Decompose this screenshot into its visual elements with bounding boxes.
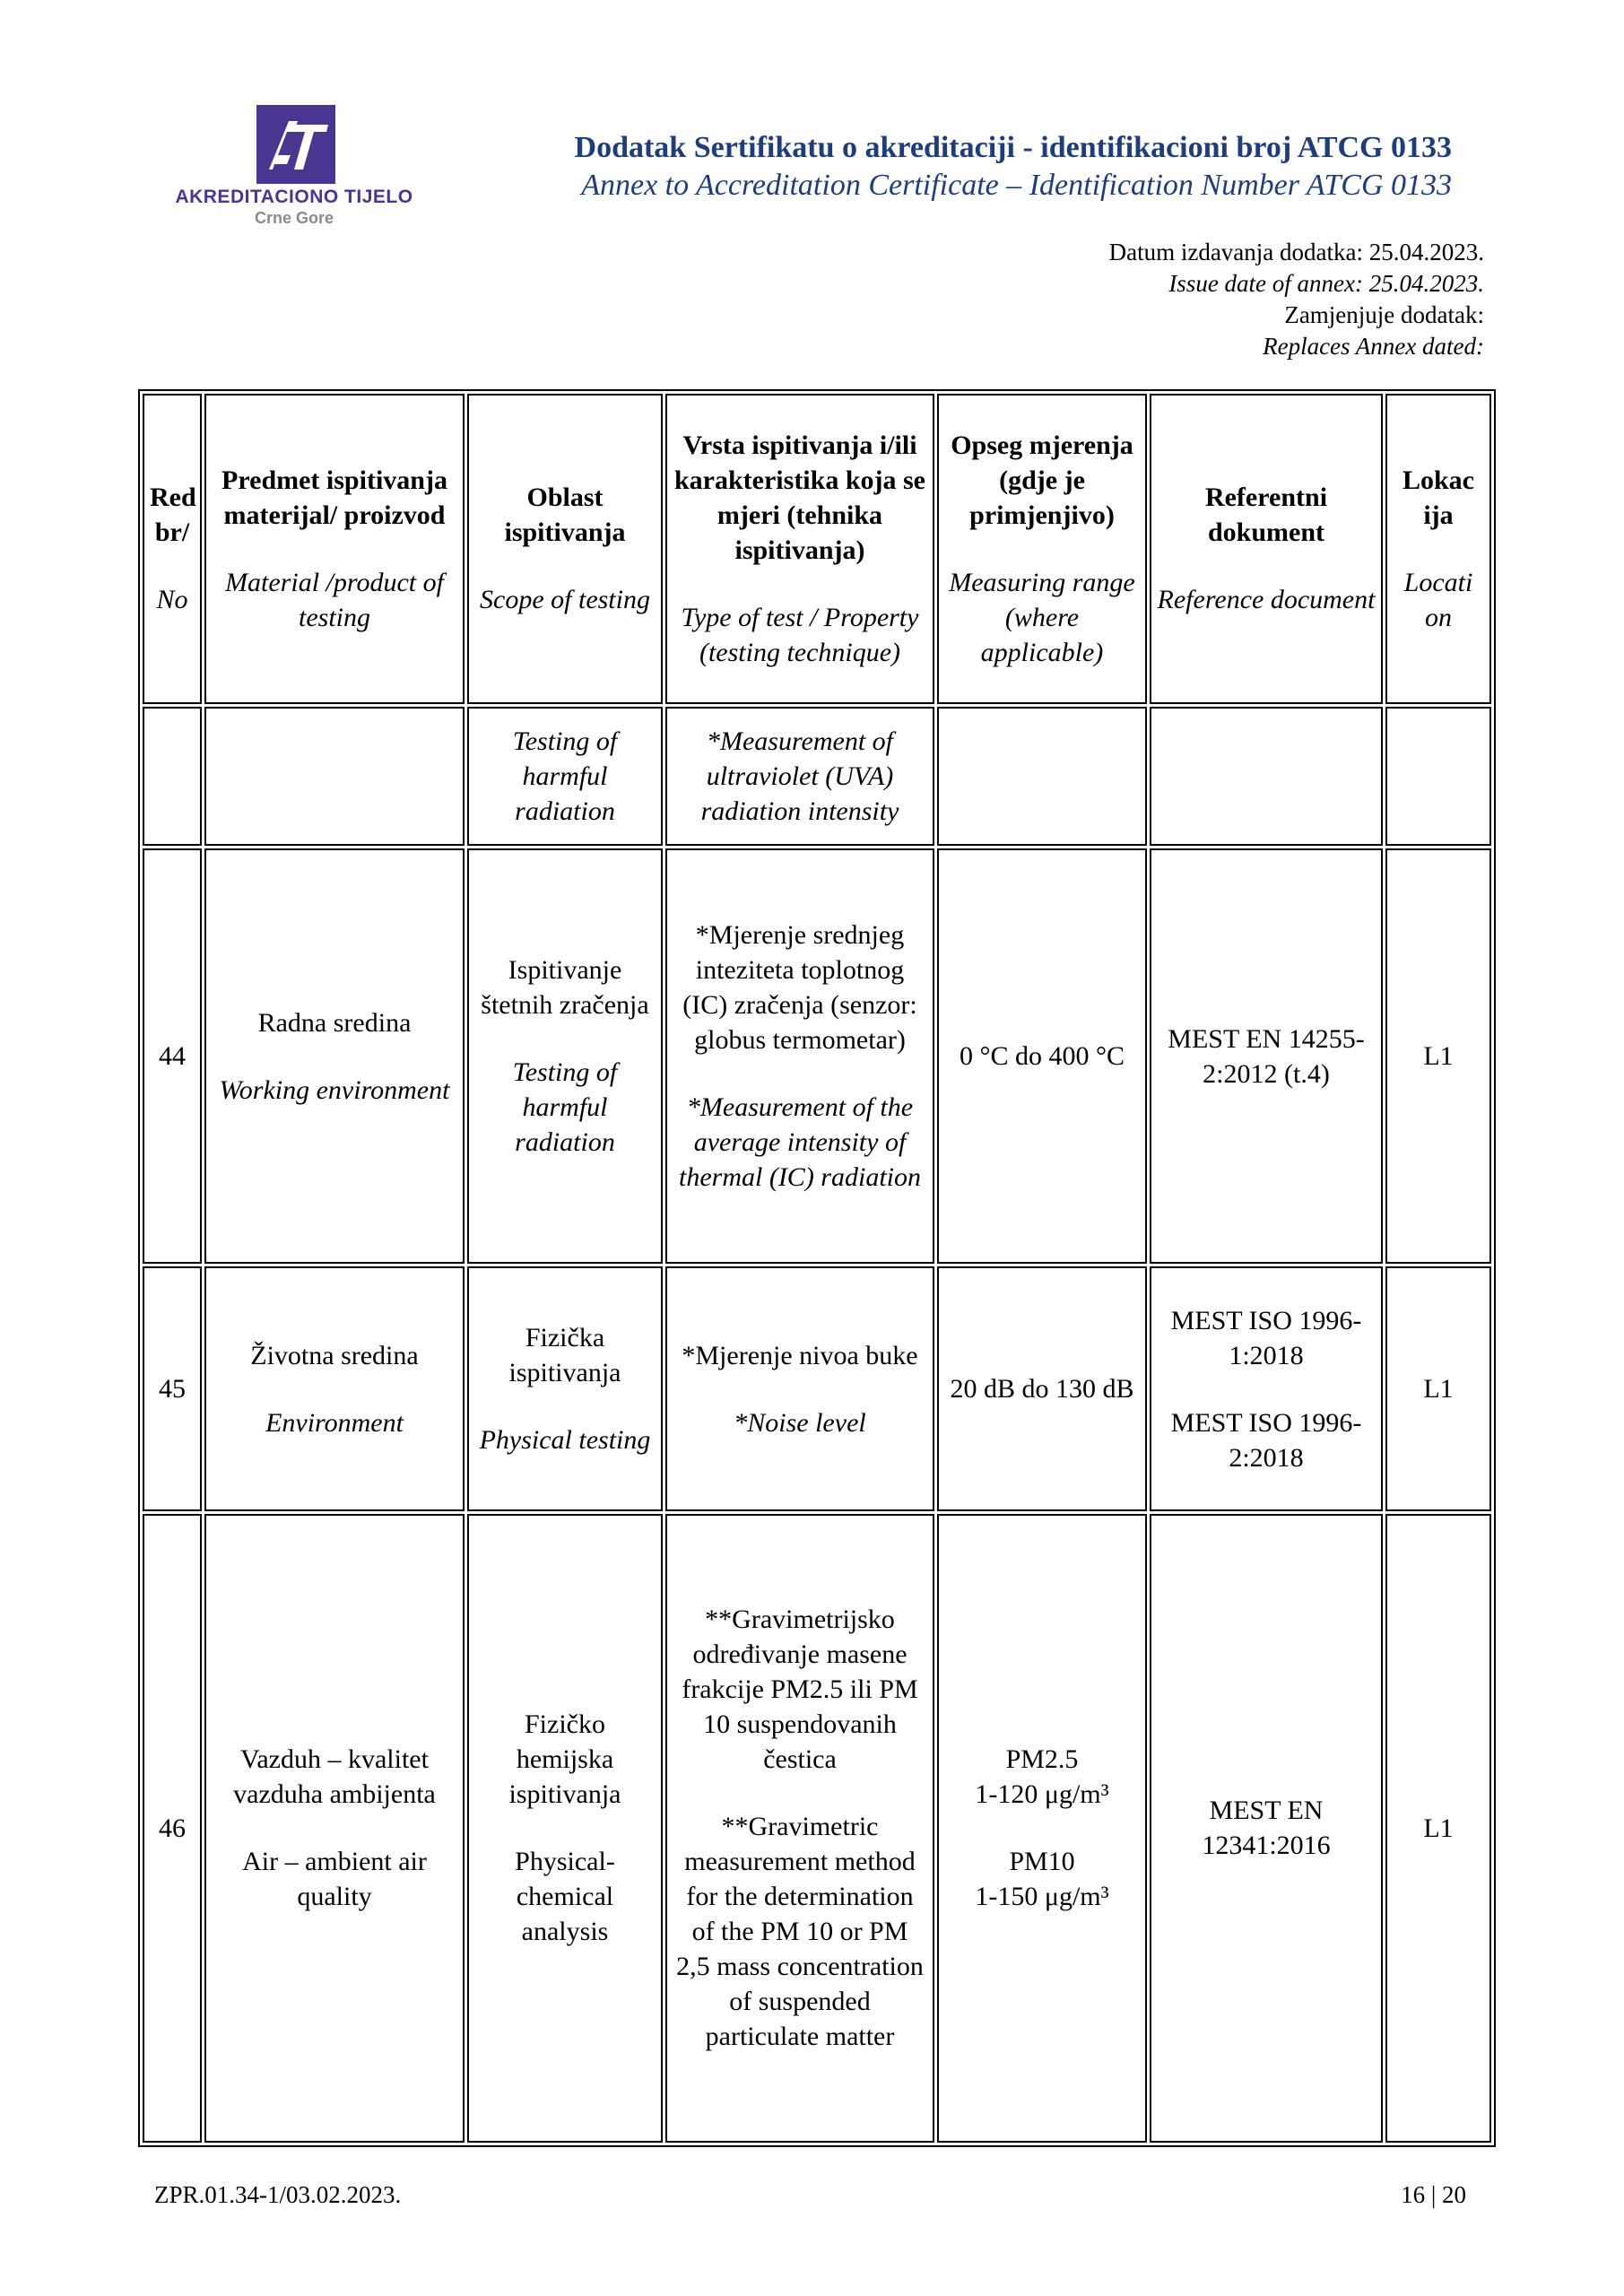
table-row bbox=[143, 1266, 1491, 1510]
row-material: Životna sredina Environment bbox=[204, 1266, 465, 1510]
accreditation-table bbox=[138, 389, 1496, 2147]
header-reference: Referentni dokument Reference document bbox=[1150, 394, 1383, 704]
document-title-en: Annex to Accreditation Certificate – Identification Number ATCG 0133 bbox=[581, 169, 1452, 202]
row-location: L1 bbox=[1385, 1266, 1491, 1510]
row-scope: Ispitivanje štetnih zračenja Testing of harmful radiation bbox=[467, 848, 663, 1265]
row-range: PM2.5 1-120 μg/m³ PM10 1-150 μg/m³ bbox=[937, 1514, 1147, 2143]
replaces-annex: Zamjenjuje dodatak: bbox=[1284, 301, 1484, 328]
row-reference: MEST EN 14255-2:2012 (t.4) bbox=[1150, 848, 1383, 1265]
logo-at-icon bbox=[256, 105, 335, 184]
row-no: 46 bbox=[143, 1514, 202, 2143]
issue-date-en: Issue date of annex: 25.04.2023. bbox=[1168, 270, 1484, 297]
row-material: Vazduh – kvalitet vazduha ambijenta Air – ambient air quality bbox=[204, 1514, 465, 2143]
header-location: Lokac ija Locati on bbox=[1385, 394, 1491, 704]
row-scope: Fizička ispitivanja Physical testing bbox=[467, 1266, 663, 1510]
header-scope: Oblast ispitivanja Scope of testing bbox=[467, 394, 663, 704]
row-range: 20 dB do 130 dB bbox=[937, 1266, 1147, 1510]
row-location: L1 bbox=[1385, 848, 1491, 1265]
logo-name: AKREDITACIONO TIJELO bbox=[175, 187, 413, 207]
table-row bbox=[143, 707, 1491, 846]
row-no: 44 bbox=[143, 848, 202, 1265]
row-material: Radna sredina Working environment bbox=[204, 848, 465, 1265]
page-number: 16 | 20 bbox=[1401, 2181, 1466, 2208]
table-header-row bbox=[143, 394, 1491, 704]
issue-meta bbox=[1109, 237, 1484, 362]
row-range: 0 °C do 400 °C bbox=[937, 848, 1147, 1265]
footer-doc-code: ZPR.01.34-1/03.02.2023. bbox=[154, 2181, 402, 2208]
document-title: Dodatak Sertifikatu o akreditaciji - identifikacioni broj ATCG 0133 bbox=[574, 131, 1452, 164]
continuation-type: *Measurement of ultraviolet (UVA) radiation intensity bbox=[665, 707, 934, 846]
table-row bbox=[143, 848, 1491, 1265]
header-type: Vrsta ispitivanja i/ili karakteristika koja se mjeri (tehnika ispitivanja) Type of test / Property (testing technique) bbox=[665, 394, 934, 704]
row-scope: Fizičko hemijska ispitivanja Physical-chemical analysis bbox=[467, 1514, 663, 2143]
header-material: Predmet ispitivanja materijal/ proizvod Material /product of testing bbox=[204, 394, 465, 704]
table-row bbox=[143, 1514, 1491, 2143]
issue-date: Datum izdavanja dodatka: 25.04.2023. bbox=[1108, 239, 1484, 265]
logo bbox=[160, 100, 429, 235]
row-location: L1 bbox=[1385, 1514, 1491, 2143]
row-type: **Gravimetrijsko određivanje masene frakcije PM2.5 ili PM 10 suspendovanih čestica **Gravimetric measurement method for the determination of the PM 10 or PM 2,5 mass concentration of suspended particulate matter bbox=[665, 1514, 934, 2143]
row-no: 45 bbox=[143, 1266, 202, 1510]
row-reference: MEST ISO 1996-1:2018 MEST ISO 1996-2:2018 bbox=[1150, 1266, 1383, 1510]
row-type: *Mjerenje nivoa buke *Noise level bbox=[665, 1266, 934, 1510]
header-no: Red br/ No bbox=[143, 394, 202, 704]
row-type: *Mjerenje srednjeg inteziteta toplotnog (IC) zračenja (senzor: globus termometar) *Measurement of the average intensity of thermal (IC) radiation bbox=[665, 848, 934, 1265]
row-reference: MEST EN 12341:2016 bbox=[1150, 1514, 1383, 2143]
replaces-annex-en: Replaces Annex dated: bbox=[1263, 333, 1484, 360]
continuation-scope: Testing of harmful radiation bbox=[467, 707, 663, 846]
logo-subtext: Crne Gore bbox=[254, 209, 334, 227]
header-range: Opseg mjerenja (gdje je primjenjivo) Measuring range (where applicable) bbox=[937, 394, 1147, 704]
